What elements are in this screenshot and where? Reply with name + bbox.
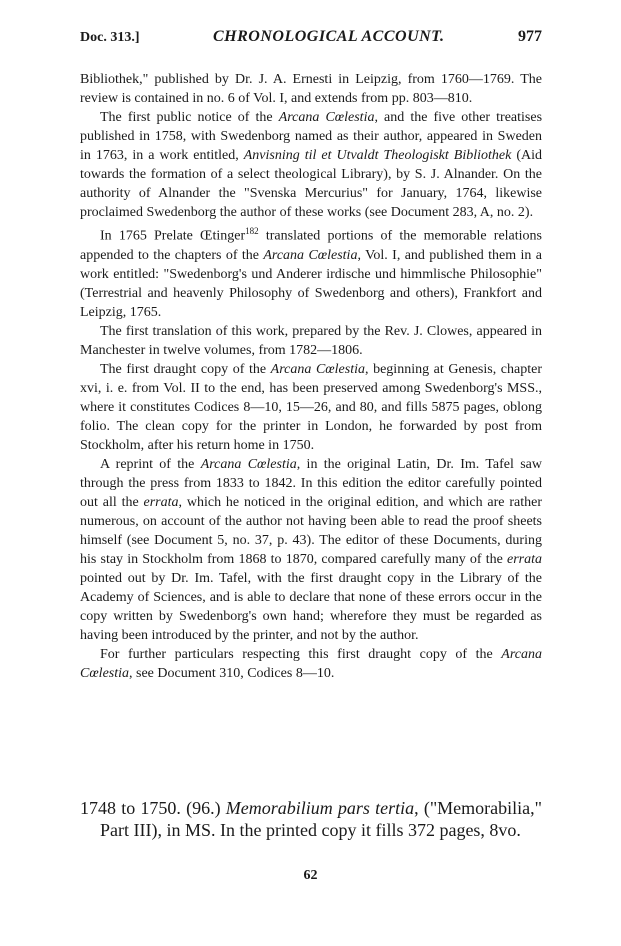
document-reference: Doc. 313.] [80,30,140,45]
text-run: The first public notice of the [100,110,279,125]
italic-title: Arcana Cœlestia [270,361,365,377]
text-run: For further particulars respecting this first draught copy of the [100,646,502,662]
text-run: In 1765 Prelate Œtinger [100,228,246,244]
paragraph [80,222,542,322]
italic-title: Arcana Cœlestia [278,110,375,125]
text-run: The first draught copy of the [100,361,271,377]
running-header [80,28,542,50]
signature-mark: 62 [303,868,318,883]
text-run: , see Document 310, Codices 8—10. [129,665,335,681]
italic-title: Arcana Cœlestia [80,646,542,681]
italic-title: errata [507,551,542,567]
paragraph [80,455,542,645]
page-number: 977 [517,28,542,45]
paragraph [80,70,542,108]
italic-title: Arcana Cœlestia [200,456,297,472]
text-run: , Vol. I, and published them in a work entitled: "Swedenborg's und Anderer irdische und himmlische Philosophie" (Terrestrial and heavenly Philosophy of Swedenborg and others), Frankfort and Leipzig, 1765. [80,247,543,320]
text-run: pointed out by Dr. Im. Tafel, with the first draught copy in the Library of the Academy of Sciences, and is able to declare that none of these errors occur in the copy written by Swedenborg's own hand; wherefore they must be regarded as having been introduced by the printer, and not by the author. [80,570,542,643]
text-run: , beginning at Genesis, chapter xvi, i. e. from Vol. II to the end, has been preserved among Swedenborg's MSS., where it constitutes Codices 8—10, 15—26, and 80, and fills 5875 pages, oblong folio. The clean copy for the printer in London, he forwarded by post from Stockholm, after his return home in 1750. [80,361,543,453]
italic-title: Anvisning til et Utvaldt Theologiskt Bibliothek [243,148,512,163]
running-title: CHRONOLOGICAL ACCOUNT. [213,28,445,45]
text-run: A reprint of the [100,456,201,472]
paragraph [80,645,542,683]
text-run: (Aid towards the formation of a select theological Library), by S. J. Alnander. On the authority of Alnander the "Svenska Mercurius" for January, 1764, likewise proclaimed Swedenborg the author of these works (see Document 283, A, no. 2). [80,148,542,220]
footnote-reference: 182 [245,226,259,236]
body-text [80,70,542,683]
italic-title: Arcana Cœlestia [263,247,358,263]
text-run: translated portions of the memorable relations appended to the chapters of the [80,228,542,263]
paragraph [80,360,542,455]
text-run: 1748 to 1750. (96.) [80,798,226,818]
chronology-entry [80,797,542,841]
text-run: , ("Memorabilia," Part III), in MS. In the printed copy it fills 372 pages, 8vo. [100,798,542,840]
paragraph [80,322,542,360]
text-run: , which he noticed in the original edition, and which are rather numerous, on account of the author not having been able to read the proof sheets himself (see Document 5, no. 37, p. 43). The editor of these Documents, during his stay in Stockholm from 1868 to 1870, compared carefully many of the [80,494,542,567]
paragraph [80,108,542,222]
text-run: The first translation of this work, prepared by the Rev. J. Clowes, appeared in Manchester in twelve volumes, from 1782—1806. [80,323,542,358]
text-run: Bibliothek," published by Dr. J. A. Ernesti in Leipzig, from 1760—1769. The review is contained in no. 6 of Vol. I, and extends from pp. 803—810. [80,72,542,106]
italic-title: Memorabilium pars tertia [225,798,415,818]
text-run: , and the five other treatises published in 1758, with Swedenborg named as their author, appeared in Sweden in 1763, in a work entitled, [80,110,543,163]
text-run: , in the original Latin, Dr. Im. Tafel saw through the press from 1833 to 1842. In this edition the editor carefully pointed out all the [80,456,543,510]
italic-title: errata [143,494,179,510]
